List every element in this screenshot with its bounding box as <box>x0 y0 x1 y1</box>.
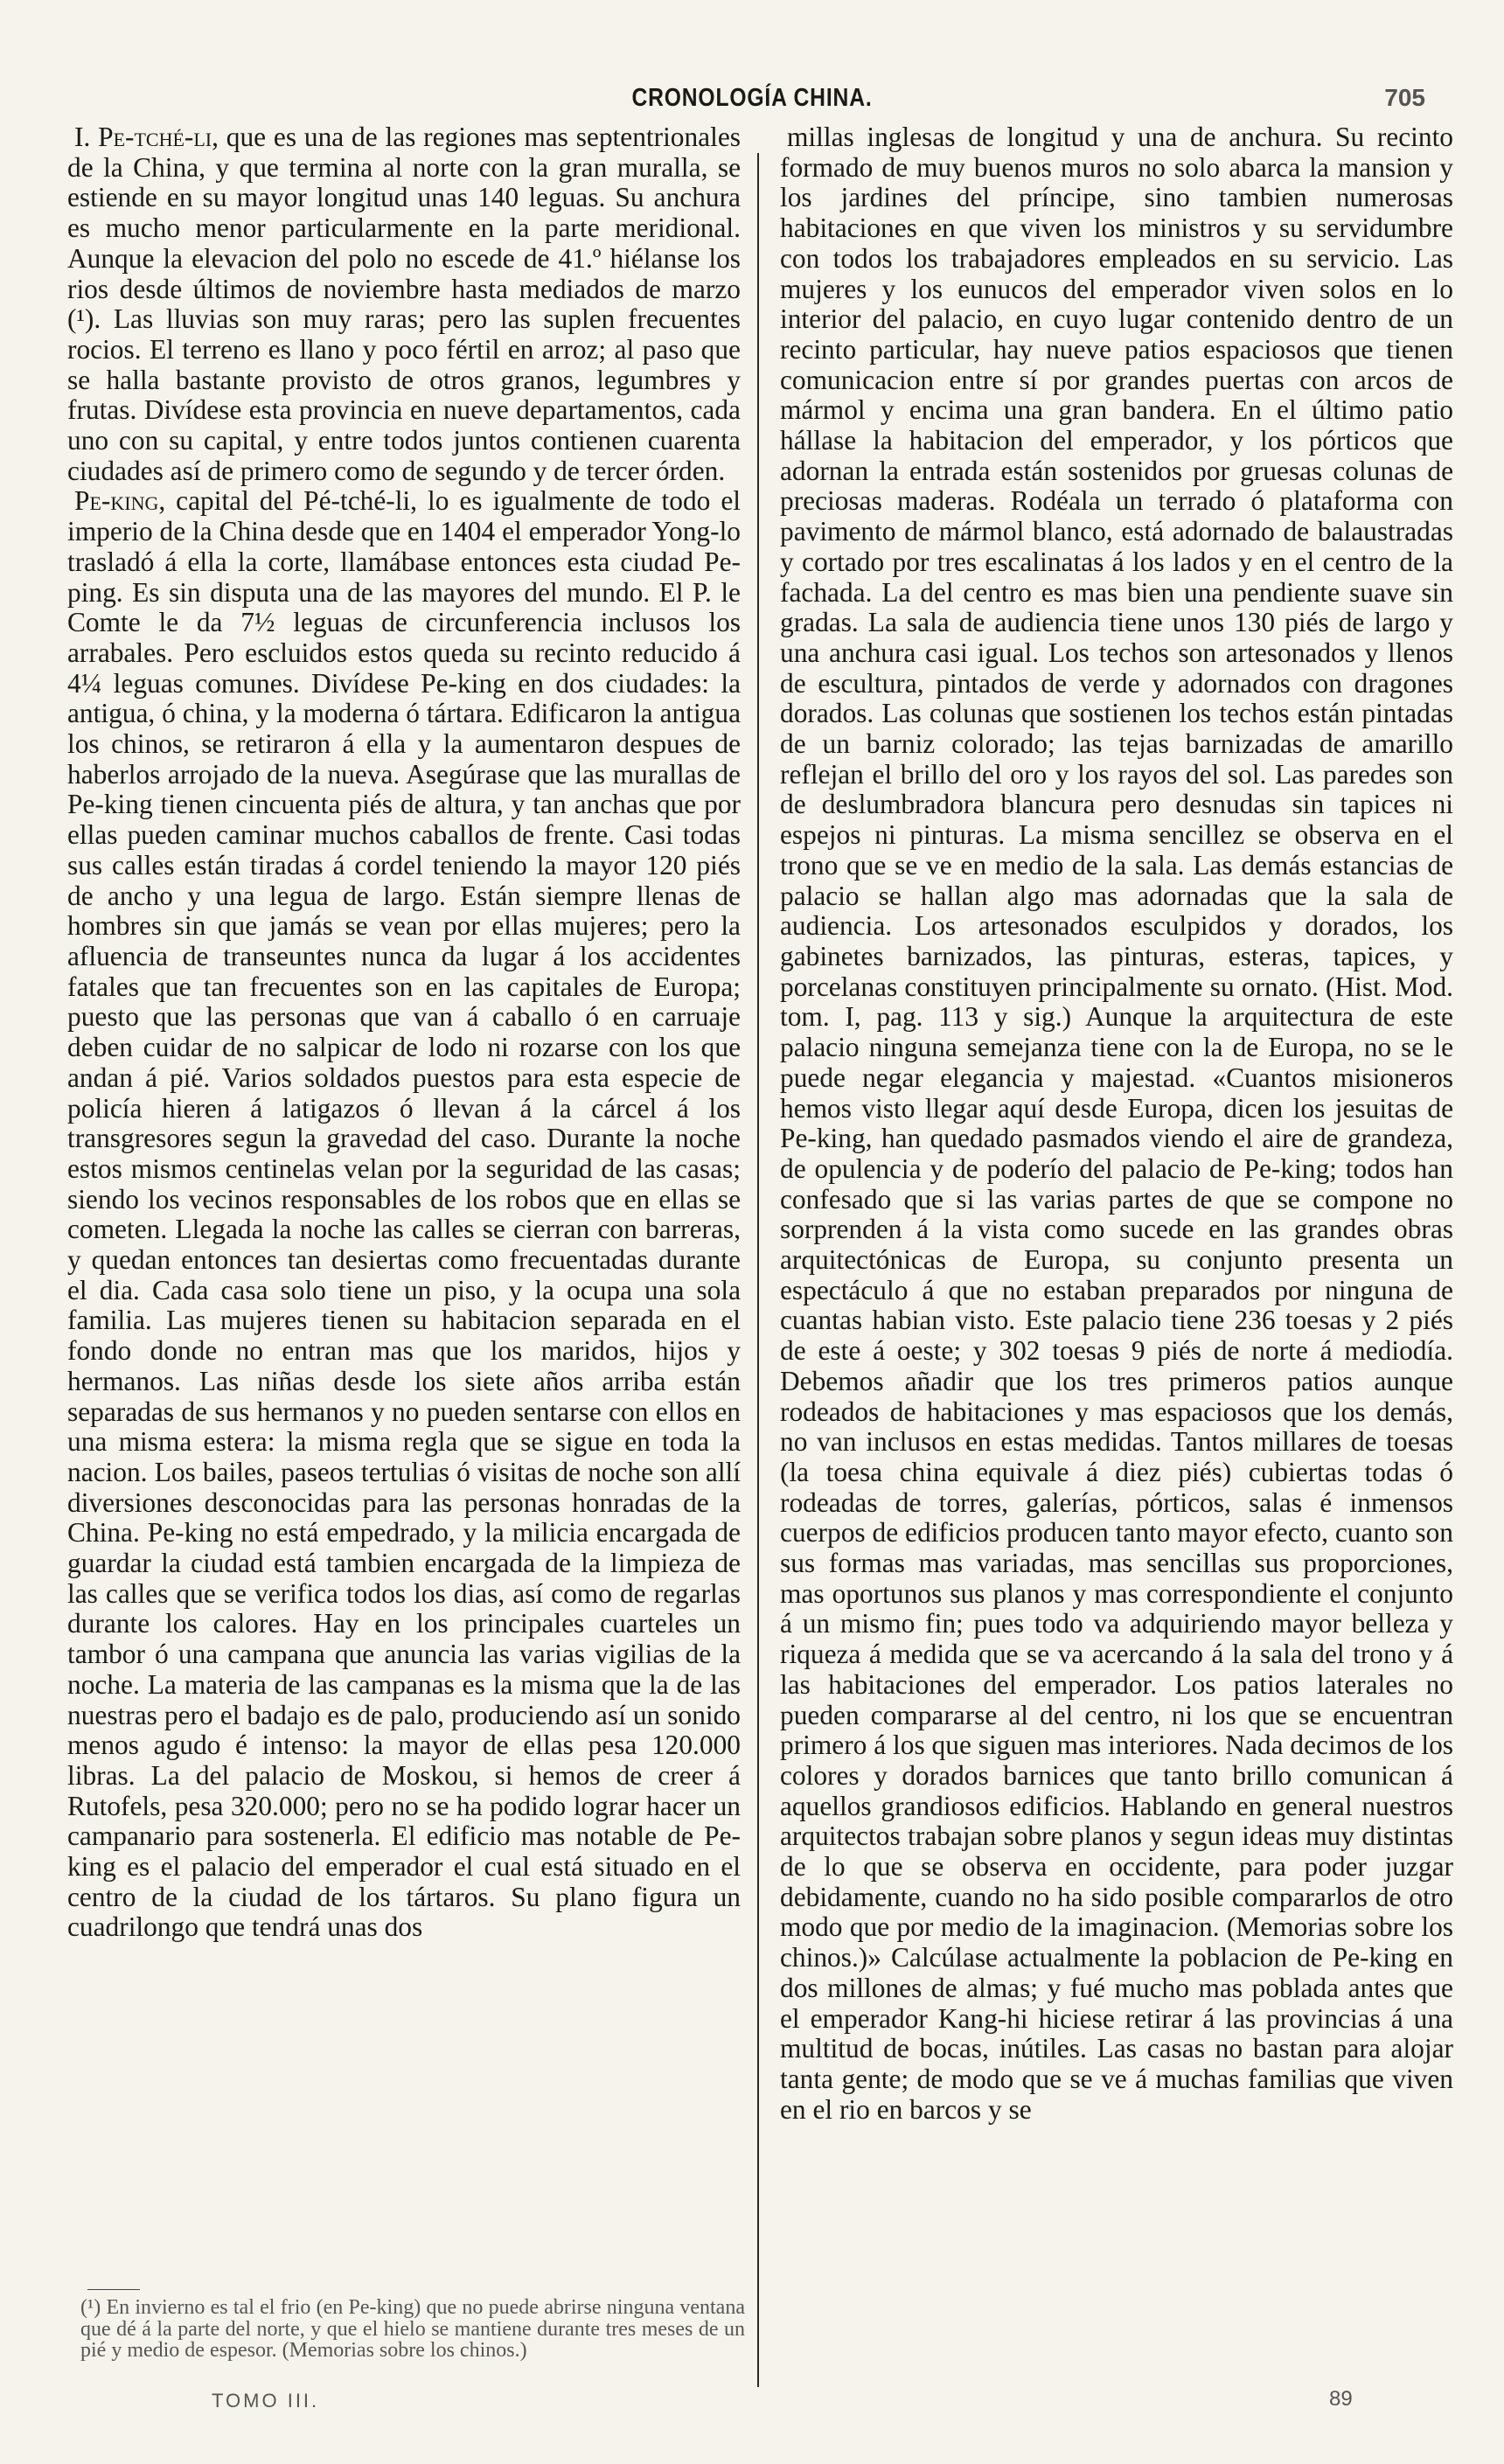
entry-heading: I. Pe-tché-li <box>74 122 212 152</box>
running-head: CRONOLOGÍA CHINA. <box>631 84 873 112</box>
signature-mark: 89 <box>1329 2387 1353 2411</box>
paragraph-pe-king <box>67 486 741 1943</box>
page-number: 705 <box>1384 84 1425 111</box>
volume-label: TOMO III. <box>212 2390 320 2412</box>
paragraph-pe-tche-li <box>67 122 741 486</box>
paragraph-text: , que es una de las regiones mas septentrionales de la China, y que termina al norte con la gran muralla, se estiende en su mayor longitud unas 140 leguas. Su anchura es mucho menor particularmente en la parte meridional. Aunque la elevacion del polo no escede de 41.º hiélanse los rios desde últimos de noviembre hasta mediados de marzo (¹). Las lluvias son muy raras; pero las suplen frecuentes rocios. El terreno es llano y poco fértil en arroz; al paso que se halla bastante provisto de otros granos, legumbres y frutas. Divídese esta provincia en nueve departamentos, cada uno con su capital, y entre todos juntos contienen cuarenta ciudades así de primero como de segundo y de tercer órden. <box>67 122 741 486</box>
right-column <box>780 122 1453 2273</box>
paragraph-text: millas inglesas de longitud y una de anchura. Su recinto formado de muy buenos muros no solo abarca la mansion y los jardines del príncipe, sino tambien numerosas habitaciones en que viven los ministros y su servidumbre con todos los trabajadores empleados en su servicio. Las mujeres y los eunucos del emperador viven solos en lo interior del palacio, en cuyo lugar contenido dentro de un recinto particular, hay nueve patios espaciosos que tienen comunicacion entre sí por grandes puertas con arcos de mármol y encima una gran bandera. En el último patio hállase la habitacion del emperador, y los pórticos que adornan la entrada están sostenidos por gruesas colunas de preciosas maderas. Rodéala un terrado ó plataforma con pavimento de mármol blanco, está adornado de balaustradas y cortado por tres escalinatas á los lados y en el centro de la fachada. La del centro es mas bien una pendiente suave sin gradas. La sala de audiencia tiene unos 130 piés de largo y una anchura casi igual. Los techos son artesonados y llenos de escultura, pintados de verde y adornados con dragones dorados. Las colunas que sostienen los techos están pintadas de un barniz colorado; las tejas barnizadas de amarillo reflejan el brillo del oro y los rayos del sol. Las paredes son de deslumbradora blancura pero desnudas sin tapices ni espejos ni pinturas. La misma sencillez se observa en el trono que se ve en medio de la sala. Las demás estancias de palacio se hallan algo mas adornadas que la sala de audiencia. Los artesonados esculpidos y dorados, los gabinetes barnizados, las pinturas, esteras, tapices, y porcelanas constituyen principalmente su ornato. (Hist. Mod. tom. I, pag. 113 y sig.) Aunque la arquitectura de este palacio ninguna semejanza tiene con la de Europa, no se le puede negar elegancia y majestad. «Cuantos misioneros hemos visto llegar aquí desde Europa, dicen los jesuitas de Pe-king, han quedado pasmados viendo el aire de grandeza, de opulencia y de poderío del palacio de Pe-king; todos han confesado que si las varias partes de que se compone no sorprenden á la vista como sucede en las grandes obras arquitectónicas de Europa, su conjunto presenta un espectáculo á que no estaban preparados por ninguna de cuantas habian visto. Este palacio tiene 236 toesas y 2 piés de este á oeste; y 302 toesas 9 piés de norte á mediodía. Debemos añadir que los tres primeros patios aunque rodeados de habitaciones y mas espaciosos que los demás, no van inclusos en estas medidas. Tantos millares de toesas (la toesa china equivale á diez piés) cubiertas todas ó rodeadas de torres, galerías, pórticos, salas é inmensos cuerpos de edificios producen tanto mayor efecto, cuanto son sus formas mas variadas, mas sencillas sus proporciones, mas oportunos sus planos y mas correspondiente el conjunto á un mismo fin; pues todo va adquiriendo mayor belleza y riqueza á medida que se va acercando á la sala del trono y á las habitaciones del emperador. Los patios laterales no pueden compararse al del centro, ni los que se encuentran primero á los que siguen mas interiores. Nada decimos de los colores y dorados barnices que tanto brillo comunican á aquellos grandiosos edificios. Hablando en general nuestros arquitectos trabajan sobre planos y segun ideas muy distintas de lo que se observa en occidente, para poder juzgar debidamente, cuando no ha sido posible compararlos de otro modo que por medio de la imaginacion. (Memorias sobre los chinos.)» Calcúlase actualmente la poblacion de Pe-king en dos millones de almas; y fué mucho mas poblada antes que el emperador Kang-hi hiciese retirar á las provincias á una multitud de bocas, inútiles. Las casas no bastan para alojar tanta gente; de modo que se ve á muchas familias que viven en el rio en barcos y se <box>780 122 1453 2125</box>
footnote: (¹) En invierno es tal el frio (en Pe-king) que no puede abrirse ninguna ventana que dé á la parte del norte, y que el hielo se mantiene durante tres meses de un pié y medio de espesor. (Memorias sobre los chinos.) <box>80 2296 745 2362</box>
paragraph-text: , capital del Pé-tché-li, lo es igualmente de todo el imperio de la China desde que en 1404 el emperador Yong-lo trasladó á ella la corte, llamábase entonces esta ciudad Pe-ping. Es sin disputa una de las mayores del mundo. El P. le Comte le da 7½ leguas de circunferencia inclusos los arrabales. Pero escluidos estos queda su recinto reducido á 4¼ leguas comunes. Divídese Pe-king en dos ciudades: la antigua, ó china, y la moderna ó tártara. Edificaron la antigua los chinos, se retiraron á ella y la aumentaron despues de haberlos arrojado de la nueva. Asegúrase que las murallas de Pe-king tienen cincuenta piés de altura, y tan anchas que por ellas pueden caminar muchos caballos de frente. Casi todas sus calles están tiradas á cordel teniendo la mayor 120 piés de ancho y una legua de largo. Están siempre llenas de hombres sin que jamás se vean por ellas mujeres; pero la afluencia de transeuntes nunca da lugar á los accidentes fatales que tan frecuentes son en las capitales de Europa; puesto que las personas que van á caballo ó en carruaje deben cuidar de no salpicar de lodo ni rozarse con los que andan á pié. Varios soldados puestos para esta especie de policía hieren á latigazos ó llevan á la cárcel á los transgresores segun la gravedad del caso. Durante la noche estos mismos centinelas velan por la seguridad de las casas; siendo los vecinos responsables de los robos que en ellas se cometen. Llegada la noche las calles se cierran con barreras, y quedan entonces tan desiertas como frecuentadas durante el dia. Cada casa solo tiene un piso, y la ocupa una sola familia. Las mujeres tienen su habitacion separada en el fondo donde no entran mas que los maridos, hijos y hermanos. Las niñas desde los siete años arriba están separadas de sus hermanos y no pueden sentarse con ellos en una misma estera: la misma regla que se sigue en toda la nacion. Los bailes, paseos tertulias ó visitas de noche son allí diversiones desconocidas para las personas honradas de la China. Pe-king no está empedrado, y la milicia encargada de guardar la ciudad está tambien encargada de la limpieza de las calles que se verifica todos los dias, así como de regarlas durante los calores. Hay en los principales cuarteles un tambor ó una campana que anuncia las varias vigilias de la noche. La materia de las campanas es la misma que la de las nuestras pero el badajo es de palo, produciendo así un sonido menos agudo é intenso: la mayor de ellas pesa 120.000 libras. La del palacio de Moskou, si hemos de creer á Rutofels, pesa 320.000; pero no se ha podido lograr hacer un campanario para sostenerla. El edificio mas notable de Pe-king es el palacio del emperador el cual está situado en el centro de la ciudad de los tártaros. Su plano figura un cuadrilongo que tendrá unas dos <box>67 485 741 1943</box>
footnote-divider <box>87 2289 140 2290</box>
entry-heading: Pe-king <box>74 485 159 517</box>
left-column <box>67 122 741 2273</box>
column-divider <box>757 153 759 2387</box>
